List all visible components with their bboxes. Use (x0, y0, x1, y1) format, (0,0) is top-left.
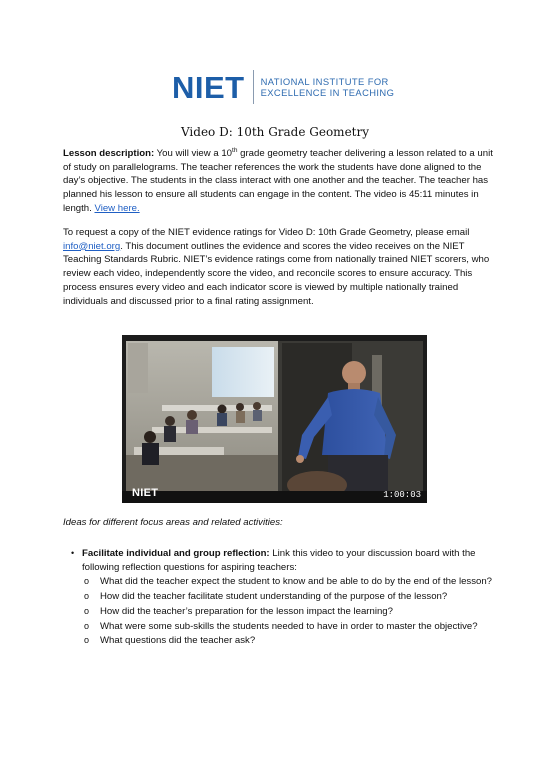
logo-line-2: EXCELLENCE IN TEACHING (260, 87, 395, 98)
page-title: Video D: 10th Grade Geometry (180, 125, 370, 139)
lesson-description-label: Lesson description: (63, 148, 155, 159)
logo-divider (253, 70, 254, 104)
logo-text (261, 76, 395, 99)
reflection-question-text: What were some sub-skills the students needed to have in order to master the objective? (100, 620, 478, 632)
sub-bullet-icon: o (84, 605, 90, 616)
sub-bullet-icon: o (84, 576, 90, 587)
request-text-1: To request a copy of the NIET evidence ratings for Video D: 10th Grade Geometry, please email (63, 227, 470, 238)
lesson-description-text-1: You will view a 10 (154, 148, 233, 159)
bullet-label: Facilitate individual and group reflection: (82, 548, 270, 559)
logo-line-1: NATIONAL INSTITUTE FOR (260, 75, 389, 87)
reflection-questions-list (82, 575, 494, 648)
reflection-question-text: How did the teacher’s preparation for the lesson impact the learning? (100, 605, 393, 617)
reflection-question (82, 575, 494, 589)
video-thumbnail[interactable] (122, 335, 427, 503)
reflection-bullet (71, 547, 494, 649)
bullet-text: Link this video to your discussion board with the following reflection questions for aspiring teachers: (82, 548, 476, 573)
reflection-question (82, 634, 494, 648)
bullet-icon: • (71, 548, 75, 558)
view-here-link[interactable]: View here. (94, 202, 140, 214)
lesson-description (63, 147, 493, 216)
lesson-description-text-2: grade geometry teacher delivering a lesson related to a unit of study on parallelograms. The teacher references the work the students have done aligned to the day’s objective. The students in the class interact with one another and the teacher. The teacher has planned his lesson to ensure all students can engage in the content. The video is 45:11 minutes in length. (63, 148, 493, 214)
niet-logo (172, 67, 394, 107)
ordinal-suffix: th (232, 147, 238, 154)
video-timecode: 1:00:03 (383, 490, 421, 500)
logo-mark: NIET (172, 69, 245, 105)
reflection-question (82, 590, 494, 604)
sub-bullet-icon: o (84, 635, 90, 646)
classroom-scene-image (122, 335, 427, 503)
reflection-question-text: How did the teacher facilitate student understanding of the purpose of the lesson? (100, 591, 448, 603)
request-paragraph (63, 226, 493, 308)
reflection-question (82, 620, 494, 634)
sub-bullet-icon: o (84, 620, 90, 631)
reflection-question-text: What questions did the teacher ask? (100, 635, 256, 647)
reflection-question-text: What did the teacher expect the student to know and be able to do by the end of the lesson? (100, 576, 493, 588)
ideas-heading: Ideas for different focus areas and related activities: (63, 517, 283, 528)
sub-bullet-icon: o (84, 591, 90, 602)
email-link[interactable]: info@niet.org (63, 240, 121, 252)
request-text-2: . This document outlines the evidence and scores the video receives on the NIET Teaching Standards Rubric. NIET’s evidence ratings come from nationally trained NIET scorers, who review each video, independently score the video, and reconcile scores to ensure accuracy. This process ensures every video and each indicator score is viewed by multiple nationally trained individuals and discussed prior to a final rating assignment. (63, 240, 490, 307)
reflection-question (82, 605, 494, 619)
video-brand-label: NIET (132, 487, 159, 499)
